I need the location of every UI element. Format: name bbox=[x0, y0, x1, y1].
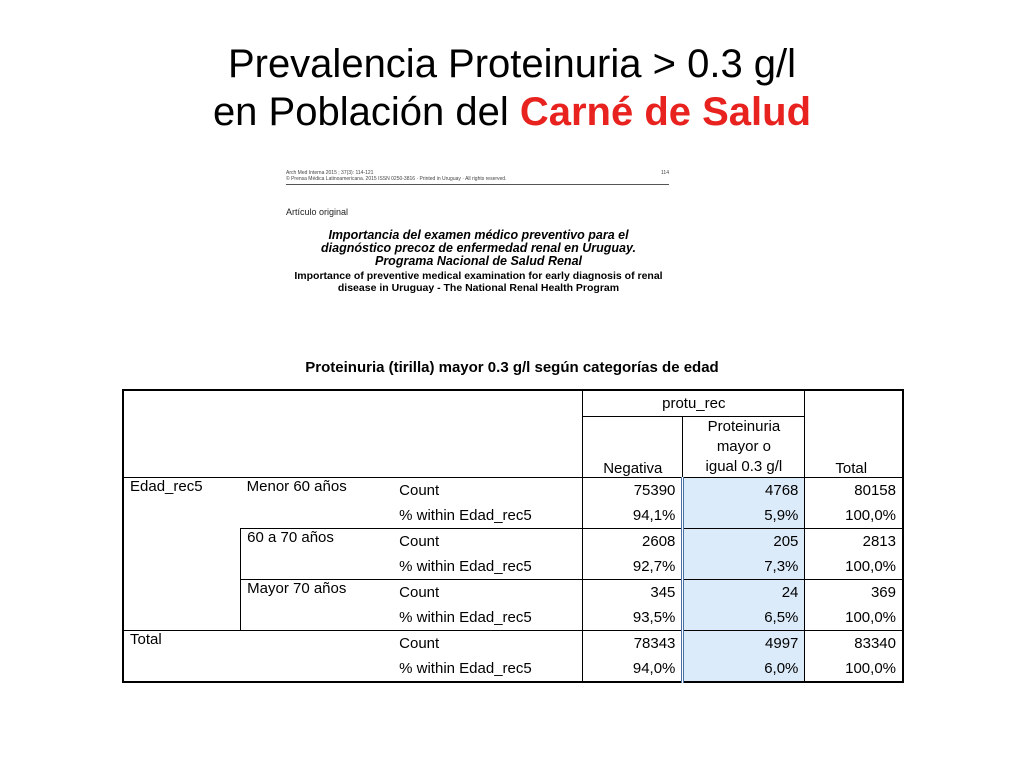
article-header-image bbox=[286, 170, 671, 305]
row-var-label: Edad_rec5 bbox=[123, 478, 241, 631]
cell-count-proteinuria: 4768 bbox=[683, 478, 805, 504]
article-title-es bbox=[286, 229, 671, 255]
col-header-proteinuria-line2: mayor o bbox=[716, 438, 771, 455]
cell-pct-negativa: 94,0% bbox=[583, 656, 683, 682]
row-total-label: Total bbox=[123, 631, 393, 683]
article-category: Artículo original bbox=[286, 207, 349, 217]
article-title-en bbox=[286, 270, 671, 294]
row-stat-label: Count bbox=[393, 529, 583, 555]
cell-pct-total: 100,0% bbox=[805, 605, 903, 631]
row-group-label: Mayor 70 años bbox=[241, 580, 394, 631]
header-empty-cell bbox=[123, 390, 583, 478]
cell-count-total: 80158 bbox=[805, 478, 903, 504]
journal-line1: Arch Med Interna 2015 ; 37(3): 114-121 bbox=[286, 170, 374, 176]
cell-count-proteinuria: 24 bbox=[683, 580, 805, 606]
slide-title-line2 bbox=[0, 88, 1024, 136]
cell-pct-total: 100,0% bbox=[805, 503, 903, 529]
journal-line2: © Prensa Médica Latinoamericana. 2015 ISSN 0250-3816 · Printed in Uruguay · All rights reserved. bbox=[286, 176, 507, 182]
journal-page: 114 bbox=[661, 170, 669, 176]
row-stat-label: % within Edad_rec5 bbox=[399, 660, 532, 677]
cell-count-total: 369 bbox=[805, 580, 903, 606]
table-row bbox=[123, 580, 903, 606]
col-header-proteinuria-line1: Proteinuria bbox=[707, 418, 781, 435]
cell-count-negativa: 345 bbox=[583, 580, 683, 606]
row-stat-label: % within Edad_rec5 bbox=[399, 507, 532, 524]
cell-pct-negativa: 92,7% bbox=[583, 554, 683, 580]
table-row bbox=[123, 478, 903, 504]
table-row bbox=[123, 631, 903, 657]
col-header-proteinuria-line3: igual 0.3 g/l bbox=[705, 458, 783, 475]
table-row bbox=[123, 529, 903, 555]
cell-pct-proteinuria: 7,3% bbox=[683, 554, 805, 580]
cell-count-negativa: 78343 bbox=[583, 631, 683, 657]
cell-count-total: 83340 bbox=[805, 631, 903, 657]
slide-title-line1: Prevalencia Proteinuria > 0.3 g/l bbox=[227, 42, 797, 86]
row-group-label: 60 a 70 años bbox=[241, 529, 394, 580]
col-header-total: Total bbox=[805, 390, 903, 478]
article-program: Programa Nacional de Salud Renal bbox=[374, 254, 582, 268]
cell-pct-total: 100,0% bbox=[805, 554, 903, 580]
slide-title-highlight: Carné de Salud bbox=[519, 90, 812, 134]
article-title-es-line2: diagnóstico precoz de enfermedad renal en Uruguay. bbox=[321, 241, 636, 255]
crosstab-table bbox=[122, 389, 904, 683]
cell-pct-total: 100,0% bbox=[805, 656, 903, 682]
cell-count-negativa: 75390 bbox=[583, 478, 683, 504]
group-header-protu-rec: protu_rec bbox=[583, 390, 805, 417]
journal-divider bbox=[286, 184, 669, 185]
article-title-en-line1: Importance of preventive medical examination for early diagnosis of renal bbox=[294, 270, 663, 282]
row-stat-label: Count bbox=[393, 580, 583, 606]
row-group-label: Menor 60 años bbox=[241, 478, 394, 529]
article-title-en-line2: disease in Uruguay - The National Renal Health Program bbox=[337, 282, 620, 294]
cell-count-proteinuria: 205 bbox=[683, 529, 805, 555]
cell-pct-proteinuria: 6,0% bbox=[683, 656, 805, 682]
slide-title bbox=[0, 40, 1024, 136]
article-title-es-line1: Importancia del examen médico preventivo para el bbox=[328, 228, 629, 242]
col-header-negativa: Negativa bbox=[583, 417, 683, 478]
journal-citation bbox=[286, 170, 671, 182]
cell-pct-proteinuria: 5,9% bbox=[683, 503, 805, 529]
cell-count-total: 2813 bbox=[805, 529, 903, 555]
col-header-proteinuria bbox=[683, 417, 805, 478]
row-stat-label: % within Edad_rec5 bbox=[399, 558, 532, 575]
row-stat-label: Count bbox=[393, 631, 583, 657]
row-stat-label: % within Edad_rec5 bbox=[399, 609, 532, 626]
cell-count-proteinuria: 4997 bbox=[683, 631, 805, 657]
cell-pct-proteinuria: 6,5% bbox=[683, 605, 805, 631]
row-stat-label: Count bbox=[393, 478, 583, 504]
header-row-group bbox=[123, 390, 903, 417]
slide-title-line2-plain: en Población del bbox=[212, 90, 520, 134]
cell-pct-negativa: 93,5% bbox=[583, 605, 683, 631]
table-caption: Proteinuria (tirilla) mayor 0.3 g/l según categorías de edad bbox=[305, 359, 719, 376]
cell-pct-negativa: 94,1% bbox=[583, 503, 683, 529]
cell-count-negativa: 2608 bbox=[583, 529, 683, 555]
